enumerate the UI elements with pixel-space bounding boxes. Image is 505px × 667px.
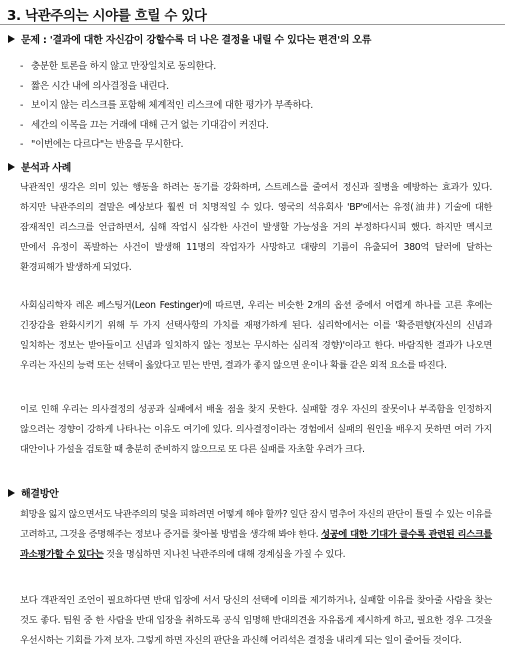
section-analysis-heading [8,159,71,174]
list-item: - 세간의 이목을 끄는 거래에 대해 근거 없는 기대감이 커진다. [20,119,269,131]
problem-bullet-list [20,60,313,158]
section-solution-heading [8,485,58,500]
triangle-bullet-icon [8,489,15,497]
paragraph-avoid-trap: 희망을 잃지 않으면서도 낙관주의의 덫을 피하려면 어떻게 해야 할까? 일단 잠시 멈추어 자신의 판단이 틀릴 수 있는 이유를 고려하고, 그것을 증명해주는 정보나 증거를 찾아볼 방법을 생각해 봐야 한다. 성공에 대한 기대가 클수록 관련된 리스크를 과소평가할 수 있다는 것을 명심하면 지나친 낙관주의에 대해 경계심을 가질 수 있다. [20,509,492,560]
triangle-bullet-icon [8,163,15,171]
paragraph-objective-advice: 보다 객관적인 조언이 필요하다면 반대 입장에 서서 당신의 선택에 이의를 제기하거나, 실패할 이유를 찾아줄 사람을 찾는 것도 좋다. 팀원 중 한 사람을 반대 입장을 취하도록 공식 임명해 반대의견을 자유롭게 제시하게 하고, 필요한 경우 그것을 우선시하는 기회를 가져 보자. 그렇게 하면 자신의 판단을 과신해 어리석은 결정을 내리게 되는 일이 줄어들 것이다. [20,595,492,646]
emphasized-sentence: 성공에 대한 기대가 클수록 관련된 리스크를 과소평가할 수 있다는 [20,529,492,560]
list-item: - 보이지 않는 리스크를 포함해 체계적인 리스크에 대한 평가가 부족하다. [20,100,313,112]
page-title: 3. 낙관주의는 시야를 흐릴 수 있다 [7,8,207,24]
triangle-bullet-icon [8,35,15,43]
list-item: - 충분한 토론을 하지 않고 만장일치로 동의한다. [20,61,216,72]
list-item: - "이번에는 다르다"는 반응을 무시한다. [20,139,184,151]
section-problem-label: 문제 : '결과에 대한 자신감이 강할수록 더 나은 결정을 내릴 수 있다는 편견'의 오류 [21,35,372,46]
paragraph-learning-failure: 이로 인해 우리는 의사결정의 성공과 실패에서 배울 점을 찾지 못한다. 실패할 경우 자신의 잘못이나 부족함을 인정하지 않으려는 경향이 강하게 나타나는 이유도 여기에 있다. 의사결정이라는 경험에서 실패의 원인을 배우지 못하면 여러 가지 대안이나 가설을 검토할 때 충분히 준비하지 않으므로 또 다른 실패를 자초할 우려가 크다. [20,404,492,455]
paragraph-festinger: 사회심리학자 레온 페스팅거(Leon Festinger)에 따르면, 우리는 비슷한 2개의 옵션 중에서 어렵게 하나를 고른 후에는 긴장감을 완화시키기 위해 두 가지 선택사항의 가치를 재평가하게 된다. 심리학에서는 이를 '확증편향(자신의 신념과 일치하는 정보는 받아들이고 신념과 일치하지 않는 정보는 무시하는 심리적 경향)'이라고 한다. 바람직한 결과가 나오면 우리는 자신의 능력 또는 선택이 옳았다고 믿는 반면, 결과가 좋지 않으면 운이나 확률 같은 외적 요소를 따진다. [20,300,492,371]
paragraph-bp-case: 낙관적인 생각은 의미 있는 행동을 하려는 동기를 강화하며, 스트레스를 줄여서 정신과 질병을 예방하는 효과가 있다. 하지만 낙관주의의 결말은 예상보다 훨씬 더 치명적일 수 있다. 영국의 석유회사 'BP'에서는 유정(油井) 기술에 대한 잠재적인 리스크를 언급하면서, 심해 작업시 심각한 사건이 발생할 가능성을 거의 부정하다시피 했다. 하지만 멕시코 만에서 유정이 폭발하는 사건이 발생해 11명의 작업자가 사망하고 대량의 기름이 유출되어 380억 달러에 달하는 환경피해가 발생하게 되었다. [20,182,492,273]
list-item: - 짧은 시간 내에 의사결정을 내린다. [20,80,169,92]
section-problem-heading [8,31,371,46]
title-divider [0,24,505,25]
section-analysis-label: 분석과 사례 [21,163,71,174]
section-solution-label: 해결방안 [21,489,59,500]
